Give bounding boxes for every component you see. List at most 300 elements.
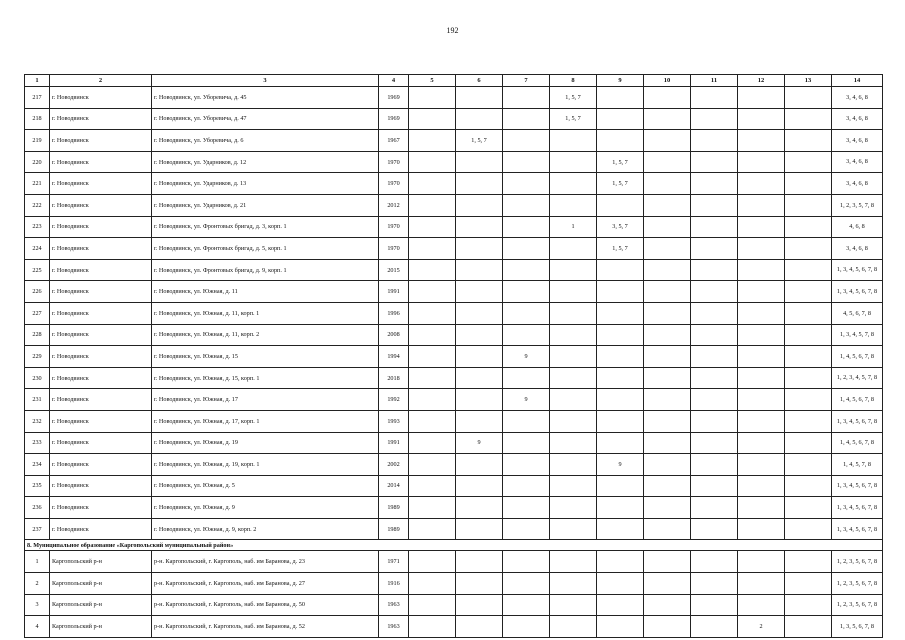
table-cell: 1993 xyxy=(379,410,409,432)
table-cell: г. Новодвинск xyxy=(50,194,152,216)
table-cell xyxy=(550,324,597,346)
table-cell: г. Новодвинск xyxy=(50,151,152,173)
table-cell xyxy=(456,281,503,303)
table-cell xyxy=(409,259,456,281)
table-cell xyxy=(550,389,597,411)
table-cell xyxy=(691,281,738,303)
table-row xyxy=(25,389,883,411)
table-cell: г. Новодвинск, ул. Южная, д. 5 xyxy=(152,475,379,497)
table-cell xyxy=(597,130,644,152)
table-cell: 1970 xyxy=(379,216,409,238)
table-cell: г. Новодвинск xyxy=(50,497,152,519)
table-cell xyxy=(409,302,456,324)
table-cell xyxy=(738,410,785,432)
table-cell: г. Новодвинск, ул. Фронтовых бригад, д. 9, корп. 1 xyxy=(152,259,379,281)
table-cell: 1916 xyxy=(379,573,409,595)
table-cell xyxy=(550,238,597,260)
table-cell xyxy=(503,238,550,260)
table-cell xyxy=(644,302,691,324)
table-cell xyxy=(503,194,550,216)
table-row xyxy=(25,497,883,519)
section-title: 8. Муниципальное образование «Каргопольский муниципальный район» xyxy=(25,540,883,551)
table-cell: 232 xyxy=(25,410,50,432)
table-cell xyxy=(644,594,691,616)
table-row xyxy=(25,346,883,368)
table-cell xyxy=(456,238,503,260)
table-cell xyxy=(550,497,597,519)
table-cell xyxy=(409,324,456,346)
table-body-part2 xyxy=(25,551,883,637)
table-cell xyxy=(550,410,597,432)
table-cell xyxy=(785,302,832,324)
table-cell xyxy=(550,551,597,573)
table-cell: г. Новодвинск xyxy=(50,259,152,281)
table-cell xyxy=(456,497,503,519)
column-header: 1 xyxy=(25,75,50,87)
table-cell xyxy=(691,518,738,540)
table-cell: 1, 2, 3, 5, 6, 7, 8 xyxy=(832,594,883,616)
table-cell xyxy=(785,454,832,476)
table-cell xyxy=(503,432,550,454)
table-cell: г. Новодвинск xyxy=(50,173,152,195)
table-cell: 219 xyxy=(25,130,50,152)
table-cell xyxy=(409,454,456,476)
table-cell xyxy=(691,367,738,389)
table-cell xyxy=(691,389,738,411)
table-cell xyxy=(785,410,832,432)
table-cell xyxy=(409,216,456,238)
table-cell xyxy=(738,108,785,130)
table-cell: 235 xyxy=(25,475,50,497)
table-cell xyxy=(550,518,597,540)
section-body xyxy=(25,540,883,551)
table-cell xyxy=(785,194,832,216)
table-cell xyxy=(550,173,597,195)
table-cell xyxy=(785,108,832,130)
table-cell xyxy=(409,194,456,216)
table-cell: г. Новодвинск, ул. Южная, д. 9 xyxy=(152,497,379,519)
table-cell xyxy=(550,367,597,389)
section-row xyxy=(25,540,883,551)
table-cell xyxy=(550,151,597,173)
table-cell xyxy=(738,497,785,519)
table-cell: г. Новодвинск, ул. Южная, д. 11 xyxy=(152,281,379,303)
table-cell xyxy=(691,259,738,281)
table-cell: р-н. Каргопольский, г. Каргополь, наб. им Баранова, д. 50 xyxy=(152,594,379,616)
table-cell: г. Новодвинск, ул. Южная, д. 9, корп. 2 xyxy=(152,518,379,540)
table-cell xyxy=(550,616,597,638)
column-header: 5 xyxy=(409,75,456,87)
table-cell: 1, 3, 4, 5, 6, 7, 8 xyxy=(832,410,883,432)
table-cell: 4, 5, 6, 7, 8 xyxy=(832,302,883,324)
table-cell: 234 xyxy=(25,454,50,476)
table-row xyxy=(25,108,883,130)
table-cell xyxy=(738,173,785,195)
table-cell: 9 xyxy=(456,432,503,454)
table-cell xyxy=(503,173,550,195)
table-cell xyxy=(644,281,691,303)
table-cell: г. Новодвинск xyxy=(50,238,152,260)
table-cell: 1970 xyxy=(379,173,409,195)
table-cell xyxy=(738,367,785,389)
table-cell xyxy=(691,594,738,616)
table-cell: 217 xyxy=(25,87,50,109)
table-cell xyxy=(644,551,691,573)
table-cell xyxy=(785,594,832,616)
table-cell xyxy=(691,497,738,519)
table-cell xyxy=(456,302,503,324)
table-cell xyxy=(409,551,456,573)
table-cell xyxy=(409,573,456,595)
table-cell: г. Новодвинск xyxy=(50,302,152,324)
table-cell: 1, 5, 7 xyxy=(597,151,644,173)
table-cell: 1970 xyxy=(379,238,409,260)
table-cell xyxy=(644,475,691,497)
table-cell: г. Новодвинск, ул. Южная, д. 11, корп. 1 xyxy=(152,302,379,324)
table-cell: 226 xyxy=(25,281,50,303)
table-cell xyxy=(409,151,456,173)
table-cell xyxy=(691,475,738,497)
table-cell xyxy=(691,238,738,260)
table-cell: 3, 4, 6, 8 xyxy=(832,151,883,173)
table-cell: 1, 5, 7 xyxy=(597,173,644,195)
table-cell xyxy=(738,281,785,303)
table-cell xyxy=(597,302,644,324)
table-cell xyxy=(503,281,550,303)
table-cell: 3, 4, 6, 8 xyxy=(832,130,883,152)
table-cell: 1, 2, 3, 5, 6, 7, 8 xyxy=(832,573,883,595)
table-cell: 1967 xyxy=(379,130,409,152)
table-cell: 1969 xyxy=(379,108,409,130)
table-cell: 9 xyxy=(503,346,550,368)
table-cell: 9 xyxy=(597,454,644,476)
table-row xyxy=(25,518,883,540)
table-cell xyxy=(597,324,644,346)
table-cell xyxy=(691,324,738,346)
table-cell xyxy=(644,346,691,368)
table-cell: 1994 xyxy=(379,346,409,368)
table-cell: 1, 2, 3, 4, 5, 7, 8 xyxy=(832,367,883,389)
table-cell xyxy=(503,367,550,389)
table-cell xyxy=(597,551,644,573)
table-cell: 229 xyxy=(25,346,50,368)
table-cell xyxy=(503,551,550,573)
table-cell: Каргопольский р-н xyxy=(50,594,152,616)
table-cell: 223 xyxy=(25,216,50,238)
table-cell xyxy=(785,551,832,573)
table-cell: г. Новодвинск, ул. Южная, д. 19, корп. 1 xyxy=(152,454,379,476)
table-cell xyxy=(738,216,785,238)
table-cell xyxy=(691,616,738,638)
table-cell xyxy=(456,475,503,497)
table-cell xyxy=(456,216,503,238)
table-cell xyxy=(785,173,832,195)
table-cell xyxy=(785,432,832,454)
table-cell xyxy=(456,573,503,595)
table-cell xyxy=(738,518,785,540)
table-cell xyxy=(597,616,644,638)
column-header: 11 xyxy=(691,75,738,87)
table-cell xyxy=(644,151,691,173)
table-cell: г. Новодвинск, ул. Уборевича, д. 45 xyxy=(152,87,379,109)
table-row xyxy=(25,151,883,173)
table-cell: р-н. Каргопольский, г. Каргополь, наб. им Баранова, д. 52 xyxy=(152,616,379,638)
table-cell xyxy=(738,551,785,573)
column-header: 12 xyxy=(738,75,785,87)
table-cell xyxy=(503,130,550,152)
table-cell xyxy=(503,324,550,346)
table-cell xyxy=(738,454,785,476)
table-cell xyxy=(503,518,550,540)
table-cell xyxy=(785,475,832,497)
table-cell xyxy=(456,87,503,109)
table-cell xyxy=(456,389,503,411)
table-cell xyxy=(644,410,691,432)
housing-register-table xyxy=(24,74,883,638)
table-cell xyxy=(644,238,691,260)
table-cell xyxy=(503,475,550,497)
table-cell: г. Новодвинск, ул. Южная, д. 15 xyxy=(152,346,379,368)
table-cell: 1, 3, 4, 5, 7, 8 xyxy=(832,324,883,346)
table-cell: 1, 4, 5, 6, 7, 8 xyxy=(832,346,883,368)
table-cell xyxy=(597,389,644,411)
table-cell xyxy=(409,87,456,109)
table-cell xyxy=(597,518,644,540)
table-cell xyxy=(597,346,644,368)
table-cell xyxy=(738,594,785,616)
table-cell: 2 xyxy=(738,616,785,638)
table-cell: 236 xyxy=(25,497,50,519)
table-cell xyxy=(409,367,456,389)
table-cell xyxy=(456,151,503,173)
table-cell: г. Новодвинск xyxy=(50,432,152,454)
table-cell: г. Новодвинск xyxy=(50,367,152,389)
table-cell xyxy=(503,594,550,616)
table-cell xyxy=(597,87,644,109)
table-cell xyxy=(550,194,597,216)
table-cell: 218 xyxy=(25,108,50,130)
table-cell xyxy=(503,259,550,281)
table-cell: 1, 2, 3, 5, 7, 8 xyxy=(832,194,883,216)
table-cell xyxy=(409,281,456,303)
table-cell: 224 xyxy=(25,238,50,260)
table-cell: 1970 xyxy=(379,151,409,173)
table-cell: 1992 xyxy=(379,389,409,411)
table-row xyxy=(25,302,883,324)
column-header: 9 xyxy=(597,75,644,87)
table-row xyxy=(25,130,883,152)
table-cell xyxy=(738,130,785,152)
column-header: 8 xyxy=(550,75,597,87)
table-cell xyxy=(503,216,550,238)
table-cell: г. Новодвинск, ул. Южная, д. 15, корп. 1 xyxy=(152,367,379,389)
table-cell: Каргопольский р-н xyxy=(50,551,152,573)
column-header: 10 xyxy=(644,75,691,87)
table-cell xyxy=(785,573,832,595)
table-cell: 230 xyxy=(25,367,50,389)
table-cell: 2008 xyxy=(379,324,409,346)
table-cell: 1, 3, 4, 5, 6, 7, 8 xyxy=(832,281,883,303)
column-header: 2 xyxy=(50,75,152,87)
table-cell xyxy=(691,432,738,454)
table-cell xyxy=(738,573,785,595)
table-cell xyxy=(785,281,832,303)
table-cell xyxy=(691,454,738,476)
table-cell xyxy=(691,302,738,324)
column-header: 14 xyxy=(832,75,883,87)
table-cell xyxy=(644,389,691,411)
table-cell xyxy=(738,432,785,454)
table-cell xyxy=(456,173,503,195)
table-cell: 1971 xyxy=(379,551,409,573)
table-cell: г. Новодвинск xyxy=(50,389,152,411)
page-number: 192 xyxy=(446,26,459,35)
table-cell xyxy=(503,108,550,130)
table-cell xyxy=(597,259,644,281)
table-cell xyxy=(456,594,503,616)
table-cell xyxy=(644,108,691,130)
table-cell xyxy=(409,346,456,368)
table-cell: 4, 6, 8 xyxy=(832,216,883,238)
table-cell xyxy=(785,389,832,411)
table-cell xyxy=(644,194,691,216)
table-cell xyxy=(691,410,738,432)
table-cell xyxy=(785,324,832,346)
table-cell: 2014 xyxy=(379,475,409,497)
table-cell xyxy=(738,302,785,324)
table-cell: 3, 4, 6, 8 xyxy=(832,173,883,195)
table-cell xyxy=(550,130,597,152)
table-cell xyxy=(785,87,832,109)
table-cell xyxy=(503,302,550,324)
table-cell xyxy=(644,432,691,454)
column-header: 6 xyxy=(456,75,503,87)
table-cell xyxy=(738,475,785,497)
table-cell xyxy=(785,130,832,152)
table-cell xyxy=(644,573,691,595)
table-cell: 1, 5, 7 xyxy=(597,238,644,260)
table-cell xyxy=(785,151,832,173)
table-row xyxy=(25,551,883,573)
table-cell xyxy=(503,497,550,519)
table-cell: 2 xyxy=(25,573,50,595)
table-cell xyxy=(738,194,785,216)
table-cell: 1, 3, 4, 5, 6, 7, 8 xyxy=(832,518,883,540)
column-header: 3 xyxy=(152,75,379,87)
table-cell xyxy=(785,238,832,260)
table-cell: 225 xyxy=(25,259,50,281)
table-row xyxy=(25,324,883,346)
table-cell: 231 xyxy=(25,389,50,411)
table-cell: 3, 5, 7 xyxy=(597,216,644,238)
table-cell: 1963 xyxy=(379,616,409,638)
table-cell: 1991 xyxy=(379,281,409,303)
table-cell: 1, 4, 5, 6, 7, 8 xyxy=(832,432,883,454)
table-row xyxy=(25,432,883,454)
table-cell xyxy=(550,454,597,476)
table-cell: 1, 5, 7 xyxy=(456,130,503,152)
table-cell xyxy=(644,87,691,109)
table-cell xyxy=(738,238,785,260)
table-cell xyxy=(597,281,644,303)
table-cell xyxy=(597,475,644,497)
table-cell xyxy=(550,281,597,303)
table-cell: 1996 xyxy=(379,302,409,324)
table-cell: 1989 xyxy=(379,518,409,540)
table-cell xyxy=(456,324,503,346)
table-cell xyxy=(644,259,691,281)
table-cell xyxy=(691,551,738,573)
table-cell: г. Новодвинск, ул. Южная, д. 17 xyxy=(152,389,379,411)
table-cell: 221 xyxy=(25,173,50,195)
table-cell: 2012 xyxy=(379,194,409,216)
table-cell: 1, 3, 4, 5, 6, 7, 8 xyxy=(832,259,883,281)
table-cell xyxy=(785,367,832,389)
table-cell: Каргопольский р-н xyxy=(50,573,152,595)
table-cell: Каргопольский р-н xyxy=(50,616,152,638)
table-cell xyxy=(503,87,550,109)
table-cell xyxy=(550,302,597,324)
table-cell xyxy=(550,573,597,595)
table-cell: 1991 xyxy=(379,432,409,454)
table-cell: г. Новодвинск xyxy=(50,281,152,303)
table-cell xyxy=(503,410,550,432)
table-cell xyxy=(785,259,832,281)
table-cell xyxy=(691,194,738,216)
table-cell: г. Новодвинск xyxy=(50,410,152,432)
table-cell xyxy=(550,432,597,454)
table-cell xyxy=(644,216,691,238)
table-cell xyxy=(597,497,644,519)
table-cell: р-н. Каргопольский, г. Каргополь, наб. им Баранова, д. 27 xyxy=(152,573,379,595)
table-cell xyxy=(456,194,503,216)
table-cell xyxy=(409,616,456,638)
table-cell: 1 xyxy=(25,551,50,573)
table-cell xyxy=(409,410,456,432)
table-cell xyxy=(785,216,832,238)
table-cell xyxy=(738,389,785,411)
table-cell: г. Новодвинск xyxy=(50,454,152,476)
table-cell: 227 xyxy=(25,302,50,324)
table-cell xyxy=(409,475,456,497)
table-cell xyxy=(597,410,644,432)
table-row xyxy=(25,87,883,109)
table-cell xyxy=(644,130,691,152)
table-cell xyxy=(409,497,456,519)
table-cell: 233 xyxy=(25,432,50,454)
table-row xyxy=(25,454,883,476)
table-cell: 2018 xyxy=(379,367,409,389)
table-cell: г. Новодвинск, ул. Ударников, д. 21 xyxy=(152,194,379,216)
table-cell: 1, 5, 7 xyxy=(550,87,597,109)
table-row xyxy=(25,259,883,281)
table-cell xyxy=(503,454,550,476)
table-cell: г. Новодвинск xyxy=(50,518,152,540)
table-cell: 1, 3, 5, 6, 7, 8 xyxy=(832,616,883,638)
table-cell xyxy=(503,573,550,595)
table-cell xyxy=(738,324,785,346)
table-row xyxy=(25,281,883,303)
table-cell xyxy=(456,551,503,573)
table-cell xyxy=(503,616,550,638)
table-cell: 3 xyxy=(25,594,50,616)
table-row xyxy=(25,238,883,260)
table-cell xyxy=(597,108,644,130)
table-cell xyxy=(597,194,644,216)
table-cell xyxy=(738,259,785,281)
column-header: 13 xyxy=(785,75,832,87)
table-cell: 1, 4, 5, 7, 8 xyxy=(832,454,883,476)
